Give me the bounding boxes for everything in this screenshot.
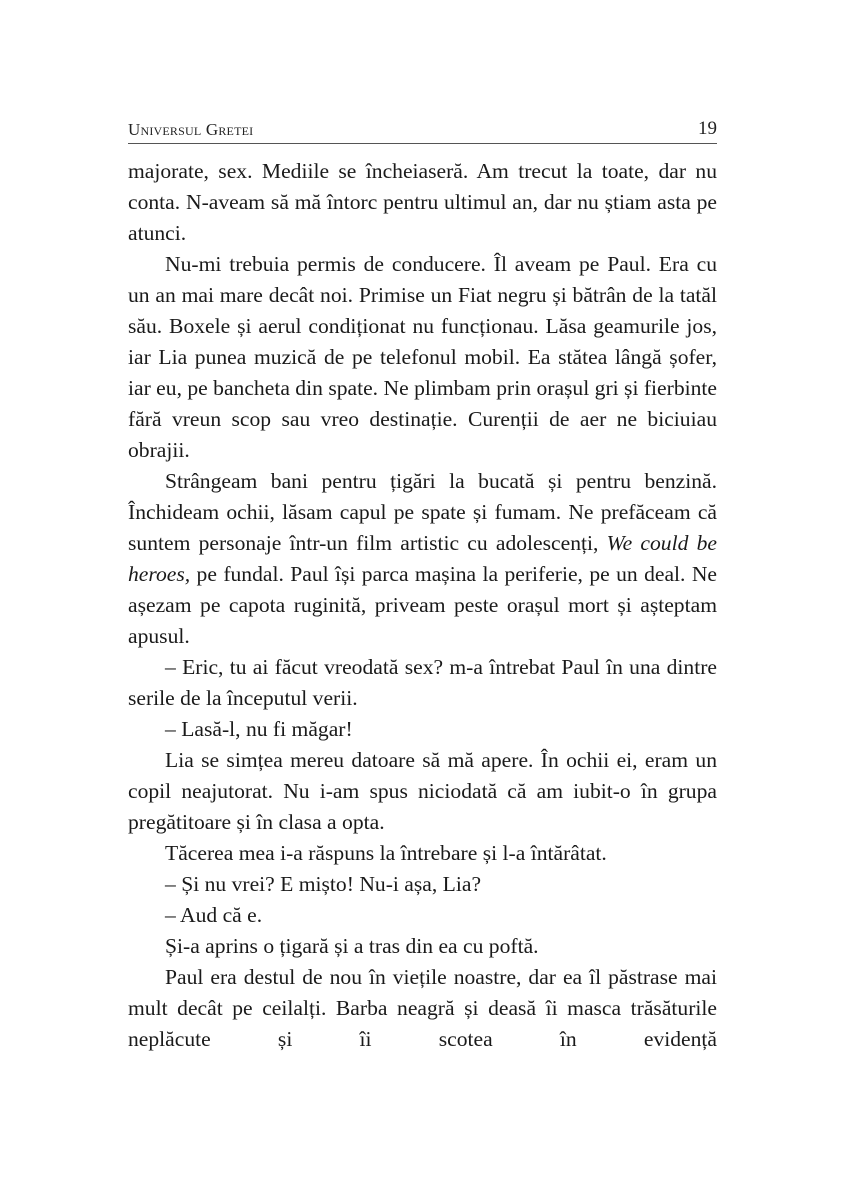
paragraph-text: Strângeam bani pentru țigări la bucată și pentru benzină. Închideam ochii, lăsam capul pe spate și fumam. Ne prefăceam că suntem personaje într-un film artistic cu adolescenți,: [128, 469, 717, 555]
paragraph-text: – Și nu vrei? E mișto! Nu-i așa, Lia?: [165, 872, 482, 896]
dialogue-line: [128, 869, 717, 900]
paragraph-text: majorate, sex. Mediile se încheiaseră. Am trecut la toate, dar nu conta. N-aveam să mă întorc pentru ultimul an, dar nu știam asta pe atunci.: [128, 159, 717, 245]
paragraph-text: Tăcerea mea i-a răspuns la întrebare și l-a întărâtat.: [165, 841, 607, 865]
paragraph: [128, 838, 717, 869]
paragraph: [128, 466, 717, 652]
paragraph-text: – Eric, tu ai făcut vreodată sex? m-a întrebat Paul în una dintre serile de la începutul verii.: [128, 655, 717, 710]
paragraph: [128, 962, 717, 1055]
book-page: [128, 116, 717, 1055]
paragraph: [128, 931, 717, 962]
paragraph: [128, 745, 717, 838]
paragraph-text: Nu-mi trebuia permis de conducere. Îl aveam pe Paul. Era cu un an mai mare decât noi. Primise un Fiat negru și bătrân de la tatăl său. Boxele și aerul condiționat nu funcționau. Lăsa geamurile jos, iar Lia punea muzică de pe telefonul mobil. Ea stătea lângă șofer, iar eu, pe bancheta din spate. Ne plimbam prin orașul gri și fierbinte fără vreun scop sau vreo destinație. Curenții de aer ne biciuiau obrajii.: [128, 252, 717, 462]
dialogue-line: [128, 714, 717, 745]
paragraph-text: – Lasă-l, nu fi măgar!: [165, 717, 353, 741]
paragraph-text: Lia se simțea mereu datoare să mă apere. În ochii ei, eram un copil neajutorat. Nu i-am spus niciodată că am iubit-o în grupa pregătitoare și în clasa a opta.: [128, 748, 717, 834]
paragraph-text: pe fundal. Paul își parca mașina la periferie, pe un deal. Ne așezam pe capota ruginită, priveam peste orașul mort și așteptam apusul.: [128, 562, 717, 648]
dialogue-line: [128, 900, 717, 931]
running-title: Universul Gretei: [128, 120, 254, 139]
body-text: [128, 156, 717, 1055]
song-title-italic: We could be heroes,: [128, 531, 717, 586]
page-number: 19: [698, 118, 717, 139]
paragraph-text: – Aud că e.: [165, 903, 263, 927]
paragraph-text: Paul era destul de nou în viețile noastre, dar ea îl păstrase mai mult decât pe ceilalți. Barba neagră și deasă îi masca trăsăturile neplăcute și îi scotea în evidență: [128, 965, 717, 1051]
paragraph: [128, 249, 717, 466]
running-header: [128, 116, 717, 144]
dialogue-line: [128, 652, 717, 714]
paragraph-text: Și-a aprins o țigară și a tras din ea cu poftă.: [165, 934, 539, 958]
paragraph: [128, 156, 717, 249]
